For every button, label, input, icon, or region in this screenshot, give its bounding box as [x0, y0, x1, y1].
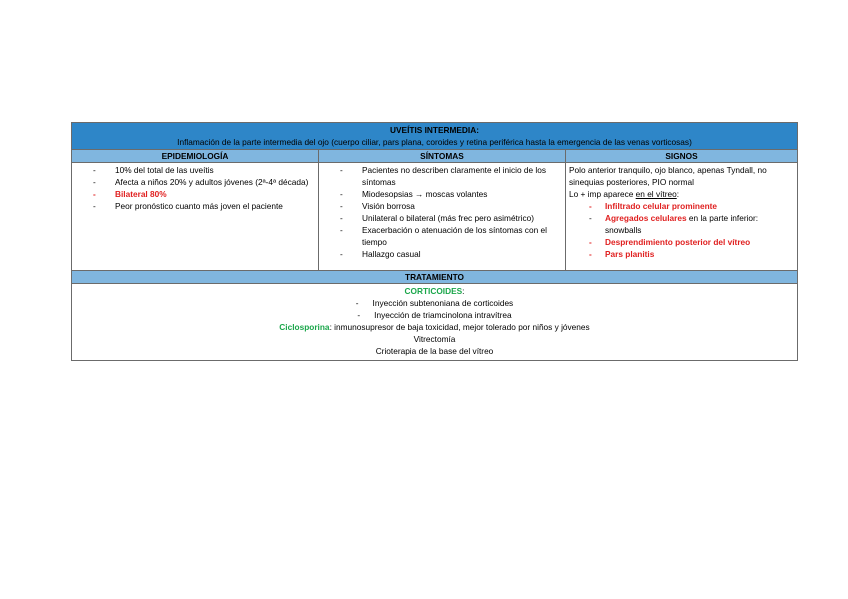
tratamiento-body	[72, 284, 797, 360]
vitrectomia-line: Vitrectomía	[413, 334, 456, 344]
sintomas-list	[322, 164, 562, 260]
cort-item-line	[72, 309, 797, 321]
ciclosporina-rest: : inmunosupresor de baja toxicidad, mejor tolerado por niños y jóvenes	[329, 322, 590, 332]
cort-item-line	[72, 297, 797, 309]
epidemiologia-heading: EPIDEMIOLOGÍA	[72, 150, 318, 163]
epidemiologia-list	[75, 164, 315, 212]
lo-underlined: en el vítreo	[635, 189, 677, 199]
cort-item: Inyección de triamcinolona intravítrea	[374, 310, 512, 320]
dash-mark: -	[357, 310, 361, 320]
cort-item: Inyección subtenoniana de corticoides	[372, 298, 514, 308]
list-item: - Miodesopsias → moscas volantes	[322, 188, 562, 200]
list-item: - Exacerbación o atenuación de los síntomas con el tiempo	[322, 224, 562, 248]
list-item: - Visión borrosa	[322, 200, 562, 212]
list-item	[569, 212, 794, 236]
dash-mark: -	[355, 298, 359, 308]
list-item: - Afecta a niños 20% y adultos jóvenes (2ª-4ª década)	[75, 176, 315, 188]
list-item: - 10% del total de las uveítis	[75, 164, 315, 176]
list-item: - Pacientes no describen claramente el inicio de los síntomas	[322, 164, 562, 188]
sintomas-column	[319, 150, 566, 270]
lo-prefix: Lo + imp aparece	[569, 189, 636, 199]
table-header	[72, 123, 797, 150]
corticoides-colon: :	[462, 286, 465, 296]
tratamiento-heading: TRATAMIENTO	[72, 270, 797, 284]
corticoides-label: CORTICOIDES	[404, 286, 463, 296]
sintomas-heading: SÍNTOMAS	[319, 150, 565, 163]
signos-heading: SIGNOS	[566, 150, 797, 163]
list-item: - Unilateral o bilateral (más frec pero asimétrico)	[322, 212, 562, 224]
signos-intro: Polo anterior tranquilo, ojo blanco, apenas Tyndall, no sinequias posteriores, PIO normal	[569, 165, 767, 187]
list-item: - Hallazgo casual	[322, 248, 562, 260]
agregados-rest: en la parte inferior: snowballs	[605, 213, 759, 235]
corticoides-line	[72, 285, 797, 297]
uveitis-intermedia-table	[71, 122, 798, 361]
list-item-highlight: - Infiltrado celular prominente	[569, 200, 794, 212]
agregados-label: Agregados celulares	[605, 213, 687, 223]
table-title: UVEÍTIS INTERMEDIA:	[390, 125, 479, 135]
ciclosporina-label: Ciclosporina	[279, 322, 330, 332]
list-item-highlight: - Bilateral 80%	[75, 188, 315, 200]
signos-column	[566, 150, 797, 270]
epidemiologia-column	[72, 150, 319, 270]
columns-row	[72, 150, 797, 270]
list-item-highlight: - Desprendimiento posterior del vítreo	[569, 236, 794, 248]
list-item: - Peor pronóstico cuanto más joven el paciente	[75, 200, 315, 212]
lo-suffix: :	[676, 189, 680, 199]
ciclosporina-line	[72, 321, 797, 333]
crioterapia-line: Crioterapia de la base del vítreo	[375, 346, 494, 356]
signos-lo-line	[569, 188, 794, 200]
list-item-highlight: - Pars planitis	[569, 248, 794, 260]
signos-list	[569, 200, 794, 260]
table-subtitle: Inflamación de la parte intermedia del ojo (cuerpo ciliar, pars plana, coroides y retina periférica hasta la emergencia de las venas vorticosas)	[177, 137, 692, 147]
